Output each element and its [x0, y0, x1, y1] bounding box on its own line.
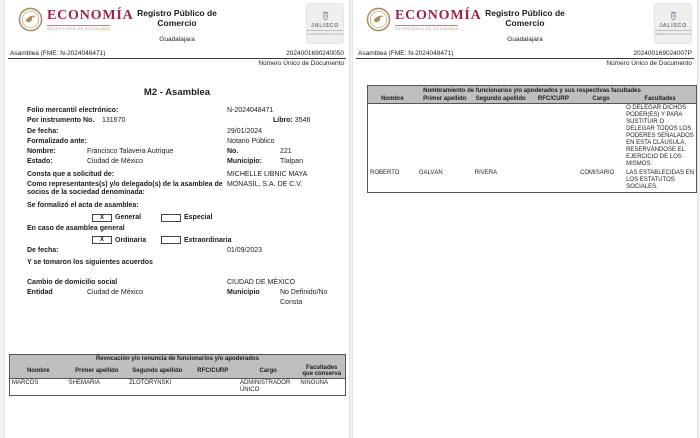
jalisco-subtitle: GOBIERNO DEL ESTADO [655, 31, 691, 36]
jalisco-wordmark: JALISCO [658, 23, 688, 30]
page-header [353, 0, 697, 46]
table-row [368, 104, 697, 170]
jalisco-logo [306, 3, 344, 44]
field-acta-asamblea: Se formalizó el acta de asamblea: [27, 202, 139, 210]
field-entidad-municipio: Entidad Ciudad de México Municipio No Definido/No Consta [27, 288, 328, 307]
checkbox-general: X [92, 214, 112, 222]
column-header: Cargo [578, 95, 624, 104]
table-cell: ROBERTO [370, 170, 400, 176]
registry-title: Registro Público de Comercio [137, 8, 217, 28]
table-cell [578, 104, 624, 170]
page-header [5, 0, 349, 46]
checkbox-general-label: General [115, 214, 142, 222]
jalisco-wordmark: JALISCO [310, 23, 340, 30]
table-cell [417, 104, 473, 170]
field-estado-municipio: Estado: Ciudad de México Municipio: Tlalpan [27, 158, 303, 166]
doc-bar [356, 50, 694, 67]
table-cell: NINGUNA [300, 379, 329, 386]
table-cell: GALVÁN [418, 170, 443, 176]
field-fecha-asamblea: De fecha: 01/09/2023 [27, 247, 263, 255]
column-header: Segundo apellido [127, 364, 187, 379]
eagle-seal-icon [18, 7, 43, 32]
column-header: Facultades que conserva [298, 364, 345, 379]
field-nombre-notario: Nombre: Francisco Talavera Autrique No. 221 [27, 148, 292, 156]
table-cell [529, 169, 578, 193]
column-header: RFC/CURP [529, 95, 578, 104]
form-title: M2 - Asamblea [143, 87, 211, 98]
registry-title: Registro Público de Comercio [485, 8, 565, 28]
table-cell [473, 104, 529, 170]
doc-type-label: Asamblea (FME: N-2024048471) [10, 50, 106, 57]
table-cell [188, 378, 238, 395]
checkbox-extraordinaria-label: Extraordinaria [184, 236, 232, 244]
checkbox-extraordinaria [161, 236, 181, 244]
table-cell: SHEMARIA [68, 379, 100, 386]
field-folio: Folio mercantil electrónico: N-2024048471 [27, 107, 274, 114]
column-header: RFC/CURP [188, 364, 238, 379]
jalisco-crest-icon [320, 11, 331, 22]
eagle-seal-icon [366, 7, 391, 32]
page-left [5, 0, 349, 438]
column-header: Cargo [238, 364, 298, 379]
libro-label: Libro: [273, 117, 293, 125]
jalisco-subtitle: GOBIERNO DEL ESTADO [307, 31, 343, 36]
economia-wordmark: ECONOMÍA [395, 8, 482, 23]
economia-subtitle: SECRETARÍA DE ECONOMÍA [47, 26, 111, 31]
table-cell: LAS ESTABLECIDAS EN LOS ESTATUTOS SOCIALES. [626, 170, 694, 190]
revocation-table-title: Revocación y/o renuncia de funcionarios y/o apoderados [10, 354, 346, 364]
table-cell: ZLOTORYNSKI [129, 379, 172, 386]
checkbox-especial-label: Especial [184, 214, 213, 222]
checkbox-ordinaria-label: Ordinaria [115, 236, 147, 244]
appointment-table-title: Nombramiento de funcionarios y/o apoderados y sus respectivas facultades [368, 86, 697, 96]
field-instrumento: Por instrumento No. 131670 Libro: 3546 [27, 117, 311, 125]
field-formalizado: Formalizado ante: Notario Público [27, 137, 275, 145]
office-city-label: Guadalajara [507, 36, 543, 43]
column-header: Primer apellido [67, 364, 127, 379]
field-representantes: Como representantes(s) y/o delegado(s) de la asamblea de socios de la sociedad denominada: MONASIL, S.A. DE C.V. [27, 181, 303, 197]
column-header: Nombre [368, 95, 417, 104]
table-cell [529, 104, 578, 170]
table-row [10, 378, 346, 395]
field-fecha-instrumento: De fecha: 29/01/2024 [27, 127, 263, 135]
column-header: Facultades [624, 95, 696, 104]
field-solicitud: Consta que a solicitud de: MICHELLE LIBNIC MAYA [27, 170, 308, 178]
page-right [353, 0, 697, 438]
field-cambio-domicilio: Cambio de domicilio social CIUDAD DE MÉXICO [27, 278, 296, 286]
field-caso-general: En caso de asamblea general [27, 224, 125, 232]
form-fields [5, 106, 349, 309]
table-cell [368, 104, 417, 170]
revocation-table [9, 354, 346, 396]
column-header: Primer apellido [417, 95, 473, 104]
table-row [368, 169, 697, 193]
checkbox-row-clase [5, 235, 349, 245]
table-cell: ADMINISTRADOR ÚNICO [239, 379, 291, 393]
checkbox-row-tipo [5, 213, 349, 223]
doc-number-caption: Número Único de Documento [258, 60, 344, 67]
doc-number: 2024001690240050 [286, 50, 344, 57]
economia-wordmark: ECONOMÍA [47, 8, 134, 23]
table-cell: O DELEGAR DICHOS PODER(ES) Y PARA SUSTITUIR O DELEGAR TODOS LOS PODERES SEÑALADOS EN ESTA CLÁUSULA, RESERVÁNDOSE EL EJERCICIO DE LOS MISMOS. [626, 105, 694, 167]
table-cell: COMISARIO [580, 170, 615, 176]
jalisco-crest-icon [668, 11, 679, 22]
libro-value: 3546 [294, 117, 311, 125]
column-header: Segundo apellido [473, 95, 529, 104]
checkbox-ordinaria: X [92, 236, 112, 244]
doc-bar [8, 50, 346, 67]
jalisco-logo [654, 3, 692, 44]
doc-number-caption: Número Único de Documento [606, 60, 692, 67]
doc-number: 202400169024007P [633, 50, 692, 57]
appointment-table [367, 85, 697, 193]
table-cell: RIVERA [474, 170, 498, 176]
field-acuerdos: Y se tomaron los siguientes acuerdos [27, 259, 153, 267]
column-header: Nombre [10, 364, 67, 379]
doc-type-label: Asamblea (FME: N-2024048471) [358, 50, 454, 57]
checkbox-especial [161, 214, 181, 222]
economia-subtitle: SECRETARÍA DE ECONOMÍA [395, 26, 459, 31]
table-cell: MARCOS [12, 379, 39, 386]
office-city-label: Guadalajara [159, 36, 195, 43]
